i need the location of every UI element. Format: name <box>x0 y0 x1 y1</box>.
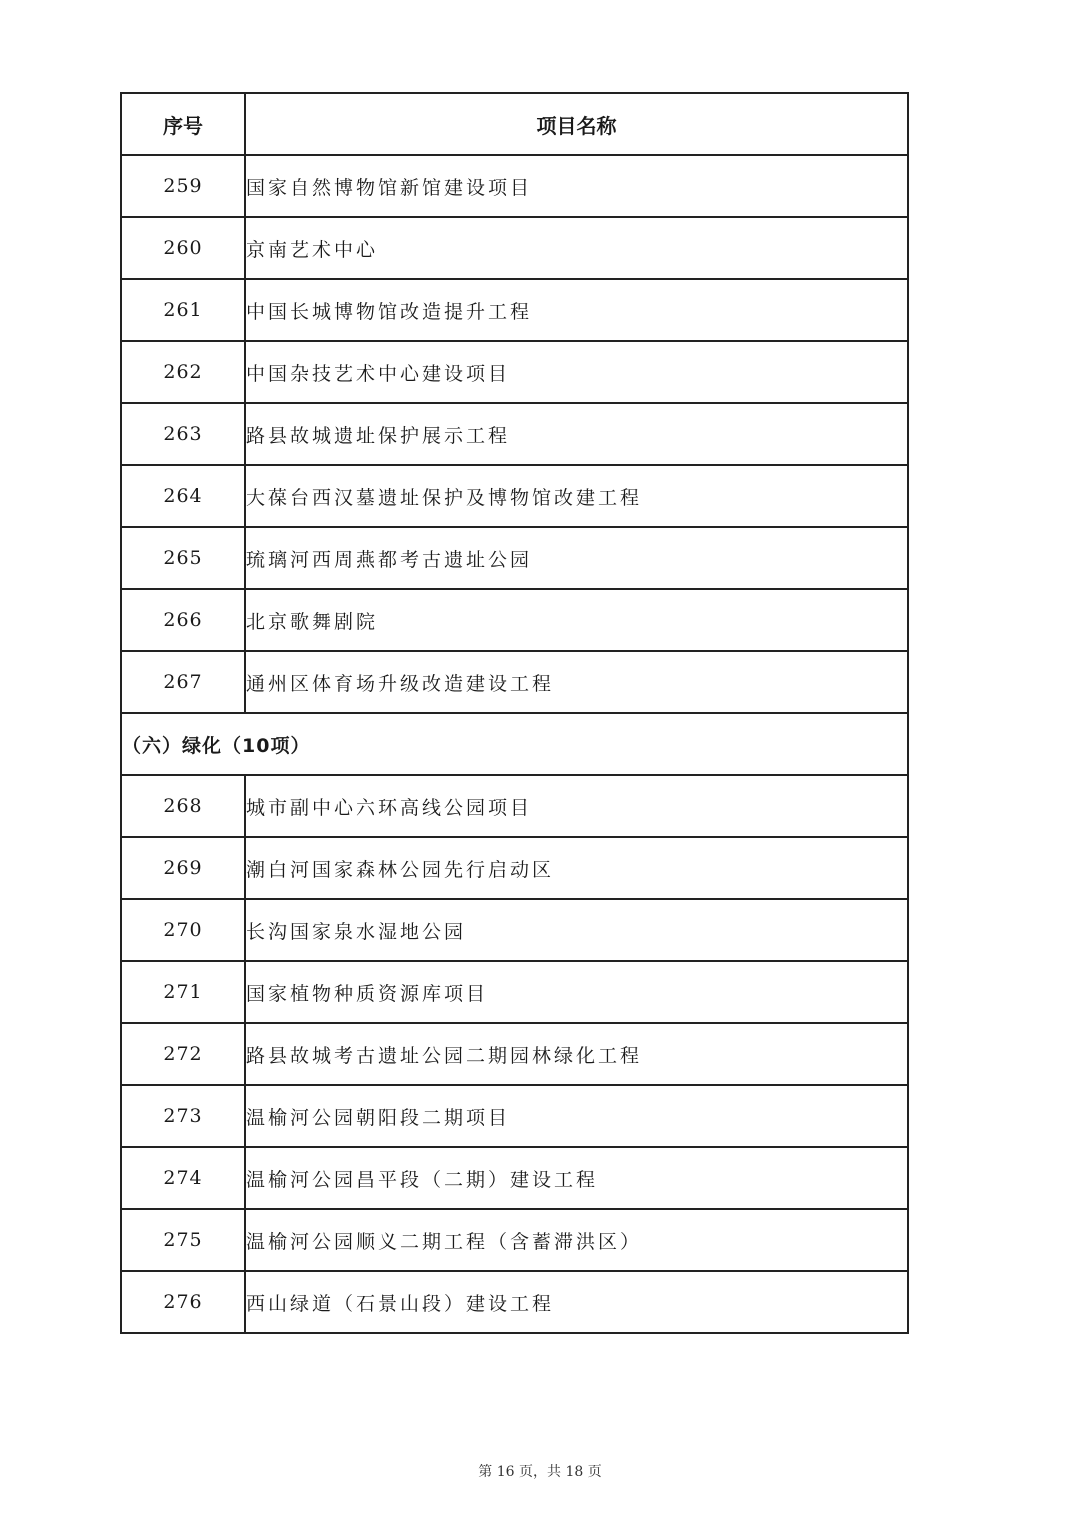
project-name-cell: 潮白河国家森林公园先行启动区 <box>245 837 908 899</box>
project-name-cell: 路县故城考古遗址公园二期园林绿化工程 <box>245 1023 908 1085</box>
table-body-greening <box>121 775 908 1333</box>
table-row <box>121 961 908 1023</box>
table-row <box>121 899 908 961</box>
project-name-cell: 琉璃河西周燕都考古遗址公园 <box>245 527 908 589</box>
serial-number-cell: 275 <box>121 1209 245 1271</box>
project-name-cell: 中国长城博物馆改造提升工程 <box>245 279 908 341</box>
serial-number-cell: 267 <box>121 651 245 713</box>
serial-number-cell: 262 <box>121 341 245 403</box>
table-row <box>121 1271 908 1333</box>
table-header-row <box>121 93 908 155</box>
table-row <box>121 279 908 341</box>
serial-number-cell: 265 <box>121 527 245 589</box>
project-name-cell: 国家植物种质资源库项目 <box>245 961 908 1023</box>
project-name-cell: 中国杂技艺术中心建设项目 <box>245 341 908 403</box>
project-name-cell: 国家自然博物馆新馆建设项目 <box>245 155 908 217</box>
project-name-cell: 西山绿道（石景山段）建设工程 <box>245 1271 908 1333</box>
table-row <box>121 1023 908 1085</box>
serial-number-cell: 271 <box>121 961 245 1023</box>
serial-number-cell: 276 <box>121 1271 245 1333</box>
table-row <box>121 651 908 713</box>
serial-number-cell: 272 <box>121 1023 245 1085</box>
serial-number-cell: 274 <box>121 1147 245 1209</box>
section-row <box>121 713 908 775</box>
page-footer: 第 16 页，共 18 页 <box>478 1464 602 1480</box>
serial-number-cell: 270 <box>121 899 245 961</box>
section-header-greening <box>121 713 908 775</box>
serial-number-cell: 259 <box>121 155 245 217</box>
project-name-cell: 城市副中心六环高线公园项目 <box>245 775 908 837</box>
serial-number-cell: 261 <box>121 279 245 341</box>
table-row <box>121 403 908 465</box>
table-body-culture <box>121 155 908 713</box>
project-name-cell: 温榆河公园朝阳段二期项目 <box>245 1085 908 1147</box>
table-row <box>121 1209 908 1271</box>
table-row <box>121 341 908 403</box>
serial-number-cell: 264 <box>121 465 245 527</box>
table-row <box>121 217 908 279</box>
table-row <box>121 1085 908 1147</box>
table-row <box>121 527 908 589</box>
section-title: （六）绿化（10项） <box>121 713 908 775</box>
project-name-cell: 温榆河公园顺义二期工程（含蓄滞洪区） <box>245 1209 908 1271</box>
project-name-cell: 大葆台西汉墓遗址保护及博物馆改建工程 <box>245 465 908 527</box>
table-row <box>121 1147 908 1209</box>
projects-table <box>120 92 909 1334</box>
project-name-cell: 温榆河公园昌平段（二期）建设工程 <box>245 1147 908 1209</box>
serial-number-cell: 268 <box>121 775 245 837</box>
project-name-cell: 长沟国家泉水湿地公园 <box>245 899 908 961</box>
serial-number-cell: 263 <box>121 403 245 465</box>
project-name-cell: 北京歌舞剧院 <box>245 589 908 651</box>
project-name-cell: 路县故城遗址保护展示工程 <box>245 403 908 465</box>
header-project-name: 项目名称 <box>245 93 908 155</box>
table-row <box>121 589 908 651</box>
serial-number-cell: 266 <box>121 589 245 651</box>
project-name-cell: 京南艺术中心 <box>245 217 908 279</box>
serial-number-cell: 273 <box>121 1085 245 1147</box>
serial-number-cell: 269 <box>121 837 245 899</box>
project-name-cell: 通州区体育场升级改造建设工程 <box>245 651 908 713</box>
table-row <box>121 465 908 527</box>
table-row <box>121 837 908 899</box>
serial-number-cell: 260 <box>121 217 245 279</box>
table-row <box>121 155 908 217</box>
table-row <box>121 775 908 837</box>
header-serial-number: 序号 <box>121 93 245 155</box>
